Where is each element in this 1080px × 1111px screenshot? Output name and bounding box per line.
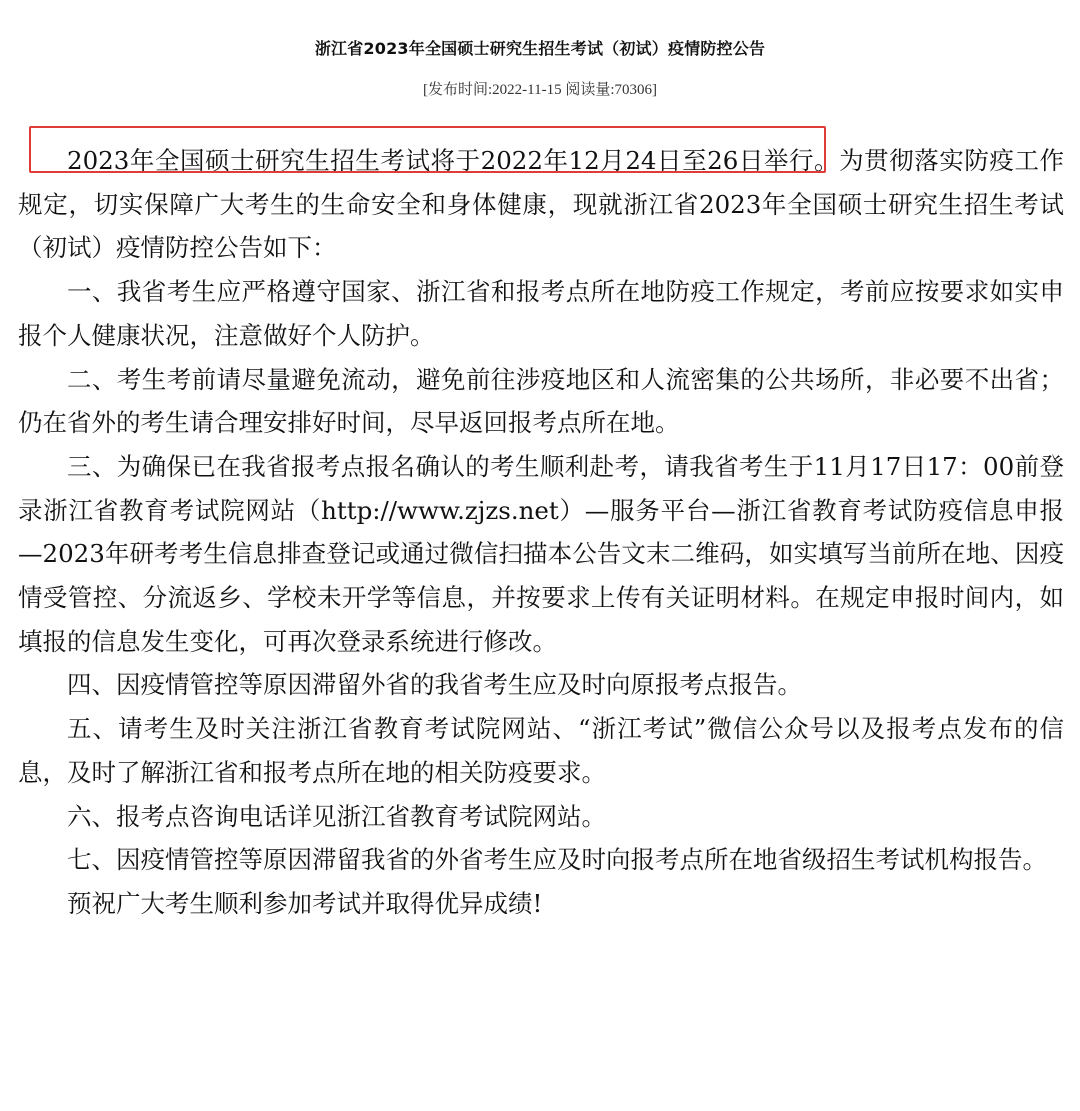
paragraph-item-1: 一、我省考生应严格遵守国家、浙江省和报考点所在地防疫工作规定，考前应按要求如实申报个人健康状况，注意做好个人防护。 [18,277,1064,350]
paragraph-item-3: 三、为确保已在我省报考点报名确认的考生顺利赴考，请我省考生于11月17日17：00前登录浙江省教育考试院网站（http://www.zjzs.net）—服务平台—浙江省教育考试防疫信息申报—2023年研考考生信息排查登记或通过微信扫描本公告文末二维码，如实填写当前所在地、因疫情受管控、分流返乡、学校未开学等信息，并按要求上传有关证明材料。在规定申报时间内，如填报的信息发生变化，可再次登录系统进行修改。 [18,451,1064,656]
paragraph-item-2: 二、考生考前请尽量避免流动，避免前往涉疫地区和人流密集的公共场所，非必要不出省；仍在省外的考生请合理安排好时间，尽早返回报考点所在地。 [18,364,1064,438]
article-body [18,139,1064,926]
paragraph-item-7: 七、因疫情管控等原因滞留我省的外省考生应及时向报考点所在地省级招生考试机构报告。 [67,845,1047,875]
paragraph-intro: 2023年全国硕士研究生招生考试将于2022年12月24日至26日举行。为贯彻落实防疫工作规定，切实保障广大考生的生命安全和身体健康，现就浙江省2023年全国硕士研究生招生考试（初试）疫情防控公告如下： [18,146,1064,263]
article-title: 浙江省2023年全国硕士研究生招生考试（初试）疫情防控公告 [314,39,766,58]
paragraph-item-4: 四、因疫情管控等原因滞留外省的我省考生应及时向原报考点报告。 [67,670,802,700]
paragraph-item-6: 六、报考点咨询电话详见浙江省教育考试院网站。 [67,801,606,831]
publish-info: [发布时间:2022-11-15 阅读量:70306] [422,82,657,98]
paragraph-item-5: 五、请考生及时关注浙江省教育考试院网站、“浙江考试”微信公众号以及报考点发布的信息，及时了解浙江省和报考点所在地的相关防疫要求。 [18,714,1064,787]
paragraph-closing: 预祝广大考生顺利参加考试并取得优异成绩! [67,888,543,918]
